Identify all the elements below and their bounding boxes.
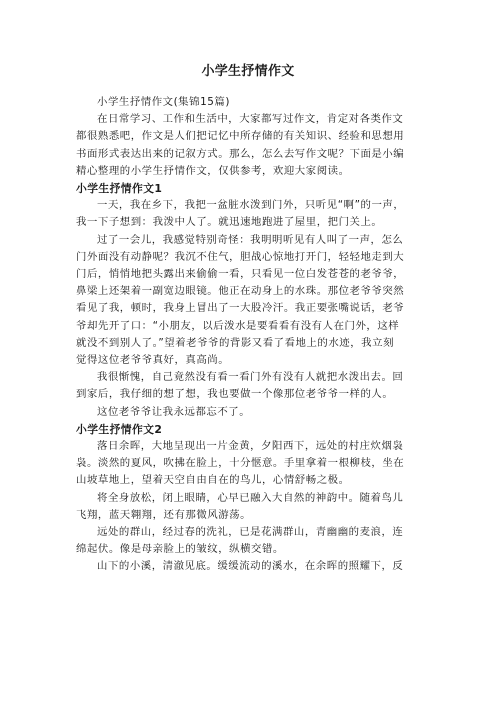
text-line: 鼻梁上还架着一副宽边眼镜。他正在动身上的水珠。那位老爷爷突然 — [76, 285, 405, 298]
document-title: 小学生抒情作文 — [201, 64, 295, 79]
text-line: 门后，悄悄地把头露出来偷偷一看，只看见一位白发苍苍的老爷爷， — [76, 268, 405, 281]
essay-paragraph — [76, 490, 426, 524]
text-line: 在日常学习、工作和生活中，大家都写过作文，肯定对各类作文 — [97, 113, 404, 126]
document-subtitle: 小学生抒情作文(集锦15篇) — [97, 96, 230, 108]
text-line: 看见了我，顿时，我身上冒出了一大股冷汗。我正要张嘴说话，老爷 — [76, 302, 405, 315]
text-line: 袅。淡然的夏风，吹拂在脸上，十分惬意。手里拿着一根柳枝，坐在 — [76, 457, 405, 470]
text-line: 山下的小溪，清澈见底。缓缓流动的溪水，在余晖的照耀下，反 — [97, 560, 404, 573]
text-line: 这位老爷爷让我永远都忘不了。 — [97, 405, 251, 418]
essay-paragraph — [76, 369, 426, 403]
text-line: 我很惭愧，自己竟然没有看一看门外有没有人就把水泼出去。回 — [97, 371, 404, 384]
text-line: 精心整理的小学生抒情作文，仅供参考，欢迎大家阅读。 — [76, 164, 350, 177]
essay-paragraph — [76, 558, 426, 575]
text-line: 绵起伏。像是母亲脸上的皱纹，纵横交错。 — [76, 543, 284, 556]
text-line: 一天，我在乡下，我把一盆脏水泼到门外，只听见“啊”的一声， — [97, 199, 405, 212]
essay-paragraph — [76, 232, 426, 370]
text-line: 飞翔，蓝天翱翔，还有那微风游荡。 — [76, 508, 252, 521]
essay-paragraph — [76, 197, 426, 231]
text-line: 就没不到别人了。”望着老爷爷的背影又看了看地上的水迹，我立刻 — [76, 336, 395, 349]
essay-heading: 小学生抒情作文1 — [76, 182, 163, 196]
essay-paragraph — [76, 524, 426, 558]
document-body — [76, 94, 426, 576]
text-line: 觉得这位老爷爷真好，真高尚。 — [76, 354, 230, 367]
essay-heading: 小学生抒情作文2 — [76, 422, 163, 436]
text-line: 我一下子想到：我泼中人了。就迅速地跑进了屋里，把门关上。 — [76, 216, 383, 229]
text-line: 到家后，我仔细的想了想，我也要做一个像那位老爷爷一样的人。 — [76, 388, 394, 401]
text-line: 门外面没有动静呢？我沉不住气，胆战心惊地打开门，轻轻地走到大 — [76, 250, 405, 263]
text-line: 爷却先开了口：“小朋友，以后泼水是要看看有没有人在门外，这样 — [76, 319, 400, 332]
essay-paragraph — [76, 404, 426, 421]
intro-paragraph — [76, 111, 426, 180]
text-line: 落日余晖，大地呈现出一片金黄，夕阳西下，远处的村庄炊烟袅 — [97, 440, 404, 453]
text-line: 过了一会儿，我感觉特别奇怪：我明明听见有人叫了一声，怎么 — [97, 233, 404, 246]
text-line: 远处的群山，经过春的洗礼，已是花满群山，青幽幽的麦浪，连 — [97, 526, 404, 539]
text-line: 书面形式表达出来的记叙方式。那么，怎么去写作文呢？下面是小编 — [76, 147, 405, 160]
essay-paragraph — [76, 438, 426, 490]
text-line: 山坡草地上，望着天空自由自在的鸟儿，心情舒畅之极。 — [76, 474, 350, 487]
text-line: 都很熟悉吧，作文是人们把记忆中所存储的有关知识、经验和思想用 — [76, 130, 405, 143]
text-line: 将全身放松，闭上眼睛，心早已融入大自然的神韵中。随着鸟儿 — [97, 491, 404, 504]
